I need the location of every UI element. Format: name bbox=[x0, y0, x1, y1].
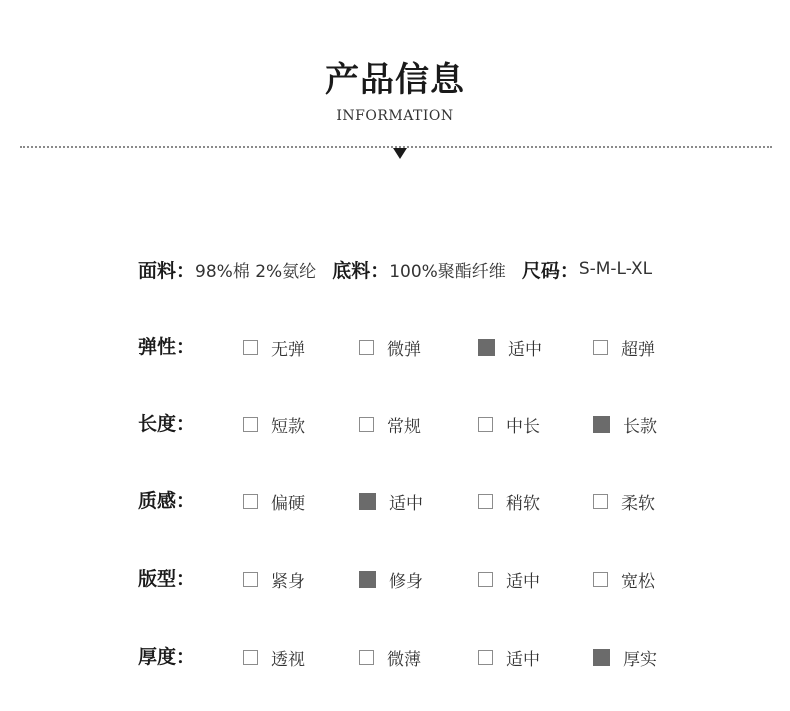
option-label: 宽松 bbox=[621, 571, 655, 592]
unchecked-box-icon bbox=[359, 417, 374, 432]
unchecked-box-icon bbox=[478, 650, 493, 665]
unchecked-box-icon bbox=[478, 417, 493, 432]
attribute-row-length bbox=[138, 409, 738, 439]
option-label: 柔软 bbox=[621, 493, 655, 514]
option-item bbox=[359, 486, 423, 516]
unchecked-box-icon bbox=[359, 650, 374, 665]
option-label: 长款 bbox=[623, 416, 657, 437]
unchecked-box-icon bbox=[593, 340, 608, 355]
attribute-label: 弹性： bbox=[138, 336, 196, 358]
option-item bbox=[593, 409, 657, 439]
checked-box-icon bbox=[359, 493, 376, 510]
checked-box-icon bbox=[478, 339, 495, 356]
attribute-row-fit bbox=[138, 564, 738, 594]
checked-box-icon bbox=[593, 416, 610, 433]
option-label: 中长 bbox=[506, 416, 540, 437]
option-item bbox=[243, 409, 305, 439]
option-item bbox=[478, 486, 540, 516]
unchecked-box-icon bbox=[359, 340, 374, 355]
option-item bbox=[593, 564, 655, 594]
attribute-label: 厚度： bbox=[138, 646, 196, 668]
option-item bbox=[243, 486, 305, 516]
option-label: 适中 bbox=[389, 493, 423, 514]
option-item bbox=[478, 332, 542, 362]
option-item bbox=[243, 332, 305, 362]
unchecked-box-icon bbox=[593, 494, 608, 509]
size-value: S-M-L-XL bbox=[578, 259, 653, 279]
option-item bbox=[243, 564, 305, 594]
option-item bbox=[243, 642, 305, 672]
page-title: 产品信息 bbox=[325, 60, 465, 100]
attribute-label: 质感： bbox=[138, 490, 196, 512]
option-label: 偏硬 bbox=[271, 493, 305, 514]
option-item bbox=[593, 642, 657, 672]
page-subtitle: INFORMATION bbox=[336, 108, 454, 124]
attribute-row-texture bbox=[138, 486, 738, 516]
option-item bbox=[359, 409, 421, 439]
option-label: 修身 bbox=[389, 571, 423, 592]
fabric-label: 面料： bbox=[138, 259, 196, 282]
fabric-value: 98%棉 2%氨纶 bbox=[195, 261, 317, 282]
size-label: 尺码： bbox=[521, 259, 579, 282]
option-label: 紧身 bbox=[271, 571, 305, 592]
unchecked-box-icon bbox=[593, 572, 608, 587]
option-item bbox=[359, 564, 423, 594]
option-label: 无弹 bbox=[271, 339, 305, 360]
option-label: 透视 bbox=[271, 649, 305, 670]
option-item bbox=[478, 409, 540, 439]
triangle-down-icon bbox=[393, 148, 407, 159]
attribute-row-elasticity bbox=[138, 332, 738, 362]
option-label: 短款 bbox=[271, 416, 305, 437]
unchecked-box-icon bbox=[243, 340, 258, 355]
unchecked-box-icon bbox=[478, 494, 493, 509]
option-item bbox=[359, 332, 421, 362]
option-item bbox=[593, 332, 655, 362]
checked-box-icon bbox=[359, 571, 376, 588]
unchecked-box-icon bbox=[243, 572, 258, 587]
option-label: 厚实 bbox=[623, 649, 657, 670]
option-item bbox=[593, 486, 655, 516]
option-label: 适中 bbox=[506, 649, 540, 670]
attribute-label: 版型： bbox=[138, 568, 196, 590]
unchecked-box-icon bbox=[243, 417, 258, 432]
option-label: 适中 bbox=[508, 339, 542, 360]
option-label: 微弹 bbox=[387, 339, 421, 360]
option-label: 稍软 bbox=[506, 493, 540, 514]
unchecked-box-icon bbox=[478, 572, 493, 587]
option-item bbox=[478, 642, 540, 672]
option-label: 超弹 bbox=[621, 339, 655, 360]
option-label: 微薄 bbox=[387, 649, 421, 670]
lining-value: 100%聚酯纤维 bbox=[389, 261, 506, 282]
option-item bbox=[359, 642, 421, 672]
lining-label: 底料： bbox=[332, 259, 390, 282]
unchecked-box-icon bbox=[243, 650, 258, 665]
attribute-label: 长度： bbox=[138, 413, 196, 435]
option-item bbox=[478, 564, 540, 594]
unchecked-box-icon bbox=[243, 494, 258, 509]
checked-box-icon bbox=[593, 649, 610, 666]
attribute-row-thickness bbox=[138, 642, 738, 672]
option-label: 适中 bbox=[506, 571, 540, 592]
material-info-row bbox=[138, 254, 652, 284]
option-label: 常规 bbox=[387, 416, 421, 437]
